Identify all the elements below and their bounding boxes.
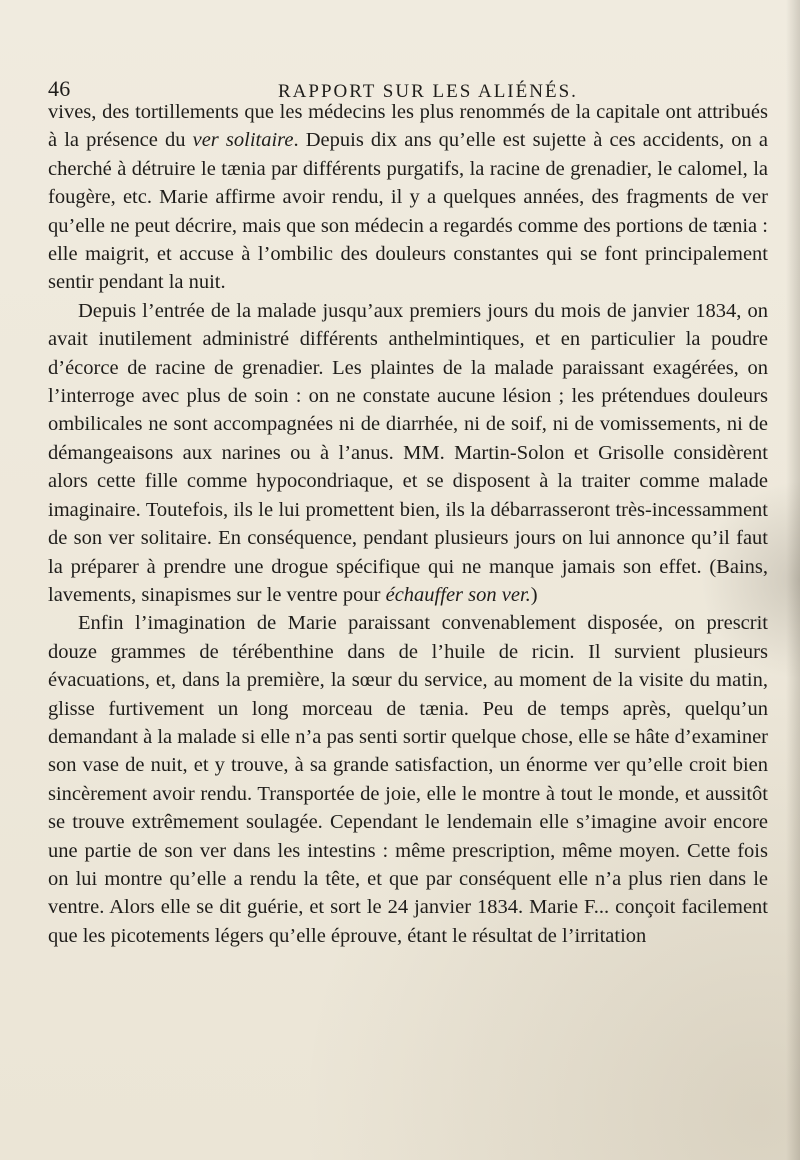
paragraph-3-text: Enfin l’imagination de Marie paraissant convenablement disposée, on prescrit douze grammes de térébenthine dans de l’huile de ricin. Il survient plusieurs évacuations, et, dans la première, la sœur du service, au moment de la visite du matin, glisse furtivement un long morceau de tænia. Peu de temps après, quelqu’un demandant à la malade si elle n’a pas senti sortir quelque chose, elle se hâte d’examiner son vase de nuit, et y trouve, à sa grande satisfaction, un énorme ver qu’elle croit bien sincèrement avoir rendu. Transportée de joie, elle le montre à tout le monde, et aussitôt se trouve extrêmement soulagée. Cependant le lendemain elle s’imagine avoir encore une partie de son ver dans les intestins : même prescription, même moyen. Cette fois on lui montre qu’elle a rendu la tête, et que par conséquent elle n’a plus rien dans le ventre. Alors elle se dit guérie, et sort le 24 janvier 1834. Marie F... conçoit facilement que les picotements légers qu’elle éprouve, étant le résultat de l’irritation	[48, 612, 768, 947]
paragraph-1	[48, 98, 768, 297]
paragraph-1-italic-phrase: ver solitaire	[192, 129, 294, 152]
paragraph-2-text-2: )	[530, 583, 538, 606]
paragraph-2-text-1: Depuis l’entrée de la malade jusqu’aux premiers jours du mois de janvier 1834, on avait inutilement administré différents anthelmintiques, et en particulier la poudre d’écorce de racine de grenadier. Les plaintes de la malade paraissant exagérées, on l’interroge avec plus de soin : on ne constate aucune lésion ; les prétendues douleurs ombilicales ne sont accompagnées ni de diarrhée, ni de soif, ni de vomissements, ni de démangeaisons aux narines ou à l’anus. MM. Martin-Solon et Grisolle considèrent alors cette fille comme hypocondriaque, et se disposent à la traiter comme malade imaginaire. Toutefois, ils le lui promettent bien, ils la débarrasseront très-incessamment de son ver solitaire. En conséquence, pendant plusieurs jours on lui annonce qu’il faut la préparer à prendre une drogue spécifique qui ne manque jamais son effet. (Bains, lavements, sinapismes sur le ventre pour	[48, 299, 768, 606]
paragraph-2	[48, 297, 768, 609]
running-head: RAPPORT SUR LES ALIÉNÉS.	[278, 81, 578, 102]
paragraph-1-text-2: . Depuis dix ans qu’elle est sujette à ces accidents, on a cherché à détruire le tænia par différents purgatifs, la racine de grenadier, le calomel, la fougère, etc. Marie affirme avoir rendu, il y a quelques années, des fragments de ver qu’elle ne peut décrire, mais que son médecin a regardés comme des portions de tænia : elle maigrit, et accuse à l’ombilic des douleurs constantes qui se font principalement sentir pendant la nuit.	[48, 129, 768, 294]
paragraph-2-italic-phrase: échauffer son ver.	[385, 583, 531, 606]
body-text	[48, 98, 768, 950]
page-edge-shadow	[786, 0, 800, 1160]
page-number: 46	[48, 76, 71, 101]
paragraph-3	[48, 609, 768, 950]
paragraph-1-text-1: vives, des tortillements que les médecins les plus renommés de la capitale ont attribués à la présence du	[48, 101, 768, 152]
